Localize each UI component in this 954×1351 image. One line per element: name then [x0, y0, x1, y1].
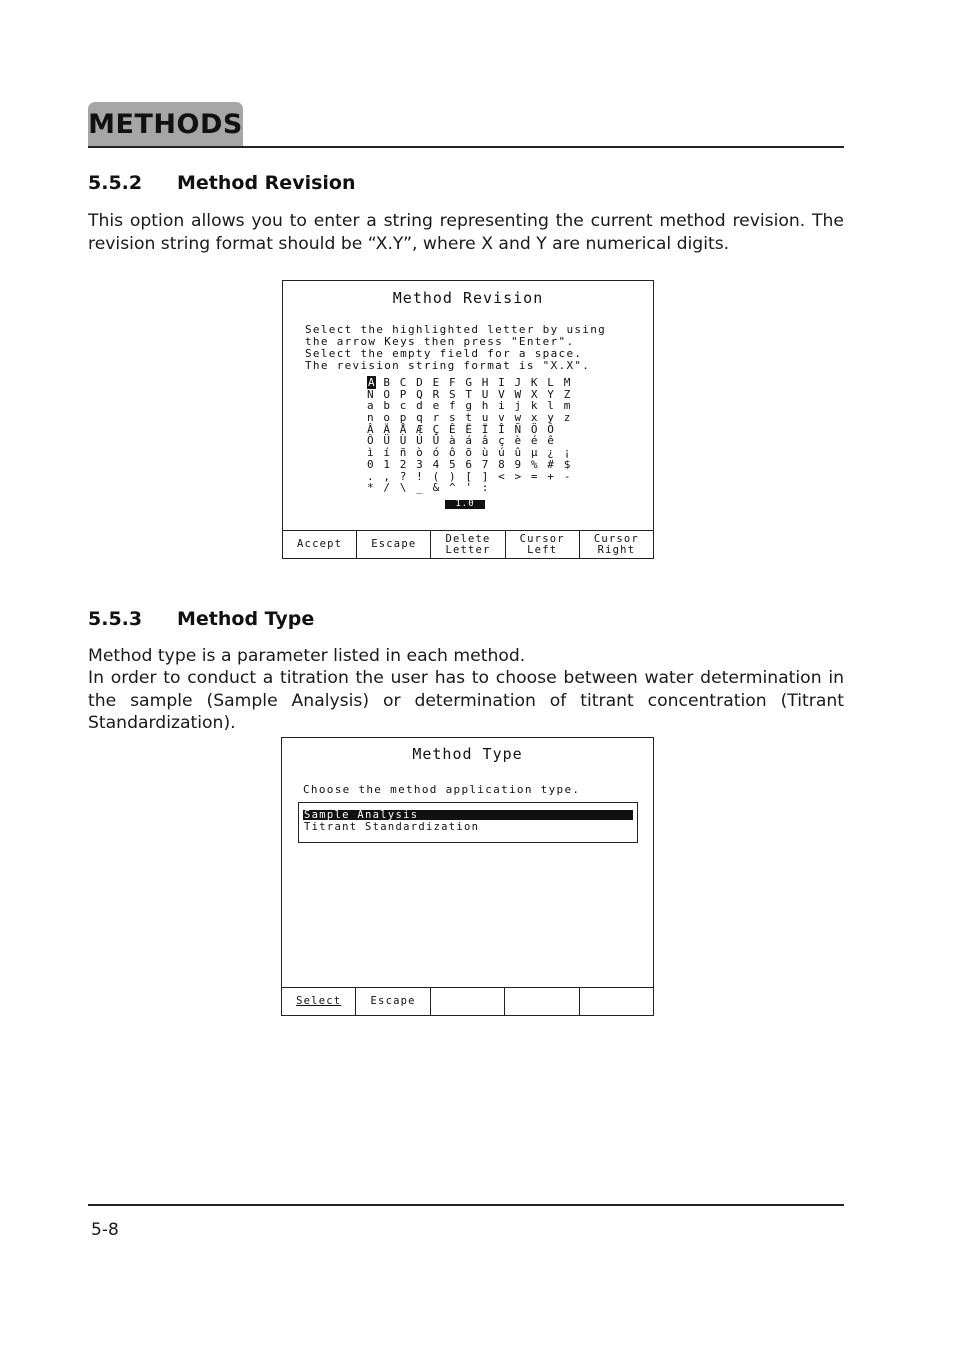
method-type-list	[298, 802, 638, 843]
char-cell[interactable]: r	[432, 411, 440, 425]
char-cell[interactable]: Ö	[530, 422, 538, 436]
char-cell[interactable]: L	[547, 376, 554, 389]
instruction-line: the arrow Keys then press "Enter".	[305, 335, 575, 348]
char-cell[interactable]: R	[432, 387, 440, 401]
char-cell[interactable]: X	[530, 387, 538, 401]
option-sample-analysis[interactable]: Sample Analysis	[303, 810, 633, 820]
char-cell[interactable]: h	[481, 399, 489, 413]
char-cell[interactable]: ¡	[563, 446, 571, 460]
chapter-title: METHODS	[88, 108, 243, 140]
char-cell[interactable]: ô	[448, 446, 456, 460]
char-cell[interactable]: n	[367, 411, 374, 425]
softkey-bar	[283, 530, 653, 558]
instruction-line: The revision string format is "X.X".	[305, 359, 591, 372]
char-cell[interactable]: o	[383, 411, 391, 425]
char-cell[interactable]: t	[465, 411, 472, 425]
section-number: 5.5.2	[88, 172, 143, 194]
char-cell[interactable]: -	[563, 469, 571, 483]
char-cell[interactable]: %	[530, 457, 538, 471]
char-cell[interactable]: k	[530, 399, 538, 413]
char-cell[interactable]: x	[530, 411, 538, 425]
char-cell[interactable]: ,	[383, 469, 391, 483]
char-cell[interactable]: N	[367, 387, 374, 401]
footer-rule	[88, 1204, 844, 1206]
char-cell[interactable]: Ê	[448, 422, 456, 436]
char-cell[interactable]: (	[432, 469, 440, 483]
screen-title: Method Revision	[392, 289, 544, 307]
escape-softkey[interactable]: Escape	[357, 531, 431, 558]
char-cell[interactable]: $	[563, 457, 571, 471]
char-cell[interactable]: ó	[432, 446, 440, 460]
cursor-right-softkey[interactable]: Cursor Right	[593, 533, 639, 556]
char-cell[interactable]: ?	[399, 469, 407, 483]
char-cell[interactable]: v	[498, 411, 505, 425]
type-prompt: Choose the method application type.	[303, 783, 581, 796]
char-cell[interactable]: 3	[416, 457, 423, 471]
char-cell[interactable]: ç	[498, 434, 505, 448]
char-cell[interactable]: W	[514, 387, 522, 401]
char-cell[interactable]: F	[448, 376, 456, 389]
char-cell[interactable]: [	[465, 469, 472, 483]
char-cell[interactable]: Û	[432, 434, 440, 448]
char-cell[interactable]: ê	[547, 434, 554, 448]
char-cell[interactable]: ò	[416, 446, 423, 460]
char-cell[interactable]: è	[514, 434, 522, 448]
char-cell[interactable]: 5	[448, 457, 456, 471]
char-cell[interactable]: Î	[498, 422, 505, 436]
char-cell[interactable]: &	[432, 481, 440, 495]
accept-softkey[interactable]: Accept	[283, 531, 357, 558]
char-cell[interactable]: K	[530, 376, 538, 389]
char-cell[interactable]: ¿	[547, 446, 554, 460]
char-cell[interactable]: ñ	[399, 446, 407, 460]
char-cell[interactable]: #	[547, 457, 554, 471]
char-cell[interactable]: Ñ	[514, 422, 522, 436]
empty-softkey-3[interactable]	[431, 988, 505, 1015]
char-cell[interactable]: í	[383, 446, 391, 460]
chapter-badge	[88, 102, 243, 146]
section-title: Method Type	[177, 608, 315, 630]
select-softkey-label: Select	[296, 995, 342, 1008]
char-cell[interactable]: _	[416, 481, 423, 495]
char-cell[interactable]: á	[465, 434, 472, 448]
char-cell[interactable]: â	[481, 434, 489, 448]
char-cell[interactable]: z	[563, 411, 571, 425]
char-cell[interactable]: Â	[367, 422, 374, 436]
char-cell[interactable]: .	[367, 469, 374, 483]
char-cell[interactable]: )	[448, 469, 456, 483]
char-cell[interactable]: õ	[465, 446, 472, 460]
char-cell[interactable]: µ	[530, 446, 538, 460]
char-cell[interactable]: O	[383, 387, 391, 401]
escape-softkey[interactable]: Escape	[356, 988, 430, 1015]
char-cell[interactable]: g	[465, 399, 472, 413]
char-cell[interactable]: 8	[498, 457, 505, 471]
char-cell[interactable]: p	[399, 411, 407, 425]
char-cell[interactable]: 6	[465, 457, 472, 471]
char-cell[interactable]: =	[530, 469, 538, 483]
char-cell[interactable]: >	[514, 469, 522, 483]
char-cell[interactable]: I	[498, 376, 505, 389]
page-number: 5-8	[91, 1220, 119, 1240]
type-paragraph-1: Method type is a parameter listed in each method.	[88, 646, 526, 666]
empty-softkey-4[interactable]	[505, 988, 579, 1015]
cursor-left-softkey[interactable]: Cursor Left	[506, 531, 580, 558]
char-cell[interactable]: m	[563, 399, 571, 413]
char-cell[interactable]: /	[383, 481, 391, 495]
char-cell[interactable]: é	[530, 434, 538, 448]
char-cell[interactable]: Ü	[383, 434, 391, 448]
char-cell[interactable]: E	[432, 376, 440, 389]
option-titrant-standardization[interactable]: Titrant Standardization	[304, 821, 480, 833]
delete-letter-softkey[interactable]: Delete Letter	[431, 531, 505, 558]
char-cell[interactable]: Ä	[383, 422, 391, 436]
char-row	[367, 482, 580, 494]
char-cell[interactable]: Z	[563, 387, 571, 401]
revision-field[interactable]: 1.0	[445, 500, 485, 509]
char-cell[interactable]: l	[547, 399, 554, 413]
char-cell[interactable]: !	[416, 469, 423, 483]
char-cell[interactable]: s	[448, 411, 456, 425]
char-cell[interactable]: :	[481, 481, 489, 495]
char-cell[interactable]: b	[383, 399, 391, 413]
char-cell[interactable]: w	[514, 411, 522, 425]
char-cell[interactable]: a	[367, 399, 374, 413]
char-cell[interactable]: '	[465, 481, 472, 495]
instruction-line: Select the empty field for a space.	[305, 347, 583, 360]
section-heading-type	[88, 608, 314, 630]
select-softkey[interactable]	[282, 988, 356, 1015]
char-cell[interactable]: j	[514, 399, 522, 413]
char-cell[interactable]: Ù	[399, 434, 407, 448]
char-cell[interactable]: q	[416, 411, 423, 425]
char-cell[interactable]: H	[481, 376, 489, 389]
header-rule	[88, 146, 844, 148]
char-cell[interactable]: y	[547, 411, 554, 425]
char-cell[interactable]: T	[465, 387, 472, 401]
softkey-bar	[282, 987, 653, 1015]
char-cell[interactable]: Å	[399, 422, 407, 436]
char-cell[interactable]: Ô	[367, 434, 374, 448]
char-cell[interactable]: P	[399, 387, 407, 401]
char-cell[interactable]: V	[498, 387, 505, 401]
char-cell[interactable]: ú	[498, 446, 505, 460]
char-cell[interactable]: C	[399, 376, 407, 389]
char-cell[interactable]: A	[368, 376, 375, 389]
char-cell[interactable]: +	[547, 469, 554, 483]
type-paragraph-2: In order to conduct a titration the user has to choose between water determination in the sample (Sample Analysis) or determination of titrant concentration (Titrant Standardization).	[88, 668, 844, 733]
char-cell[interactable]: Ë	[465, 422, 472, 436]
char-cell[interactable]: \	[399, 481, 407, 495]
char-cell[interactable]: ù	[481, 446, 489, 460]
revision-paragraph: This option allows you to enter a string representing the current method revision. The revision string format should be “X.Y”, where X and Y are numerical digits.	[88, 211, 844, 254]
char-cell[interactable]: u	[481, 411, 489, 425]
char-cell[interactable]: 4	[432, 457, 440, 471]
screen-title: Method Type	[412, 745, 523, 763]
method-type-screen	[281, 737, 654, 1016]
section-number: 5.5.3	[88, 608, 143, 630]
char-cell[interactable]: ^	[448, 481, 456, 495]
char-cell[interactable]: 1	[383, 457, 391, 471]
char-cell[interactable]: <	[498, 469, 505, 483]
instruction-line: Select the highlighted letter by using	[305, 323, 607, 336]
char-cell[interactable]: U	[481, 387, 489, 401]
char-cell[interactable]: c	[399, 399, 407, 413]
char-cell[interactable]: d	[416, 399, 423, 413]
char-cell[interactable]: D	[416, 376, 423, 389]
char-cell[interactable]: *	[367, 481, 374, 495]
char-cell[interactable]: Y	[547, 387, 554, 401]
char-cell[interactable]: f	[448, 399, 456, 413]
char-cell[interactable]: i	[498, 399, 505, 413]
char-cell[interactable]: Ú	[416, 434, 423, 448]
char-cell[interactable]: Q	[416, 387, 423, 401]
section-heading-revision	[88, 172, 356, 194]
char-cell[interactable]: 9	[514, 457, 522, 471]
char-cell[interactable]: S	[448, 387, 456, 401]
char-cell[interactable]: 7	[481, 457, 489, 471]
char-cell[interactable]: 0	[367, 457, 374, 471]
char-cell[interactable]: Ï	[481, 422, 489, 436]
char-cell[interactable]: G	[465, 376, 472, 389]
char-cell[interactable]: à	[448, 434, 456, 448]
char-cell[interactable]: Æ	[416, 422, 423, 436]
method-revision-screen	[282, 280, 654, 559]
char-cell[interactable]: 2	[399, 457, 407, 471]
char-cell[interactable]: M	[563, 376, 571, 389]
section-title: Method Revision	[177, 172, 356, 194]
character-grid	[367, 377, 580, 494]
char-cell[interactable]: ]	[481, 469, 489, 483]
char-cell[interactable]: J	[514, 376, 522, 389]
empty-softkey-5[interactable]	[580, 988, 653, 1015]
char-cell[interactable]: Ç	[432, 422, 440, 436]
char-cell[interactable]: B	[383, 376, 391, 389]
char-cell[interactable]: e	[432, 399, 440, 413]
char-cell[interactable]: ì	[367, 446, 374, 460]
char-cell[interactable]: û	[514, 446, 522, 460]
char-cell[interactable]: Ô	[547, 422, 554, 436]
